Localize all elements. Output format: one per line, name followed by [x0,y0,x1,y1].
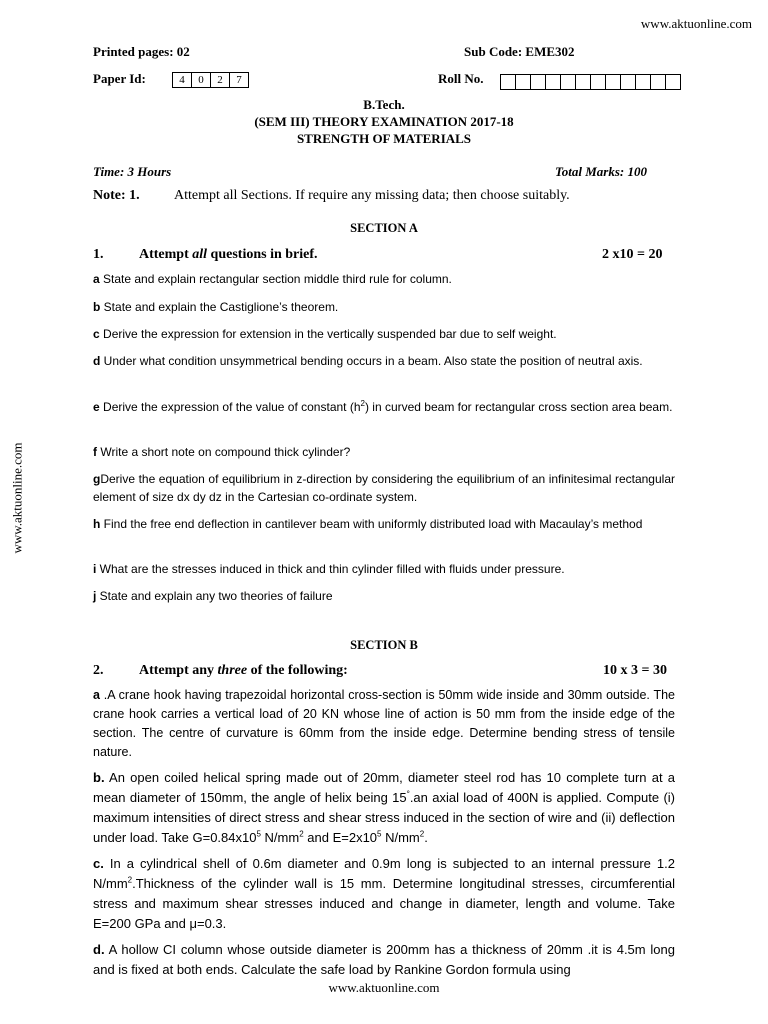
question-item: b State and explain the Castiglione’s theorem. [93,300,339,314]
emphasis: three [217,663,248,678]
question-number: 2. [93,663,104,678]
site-url-side: www.aktuonline.com [9,442,25,554]
roll-no-box [560,74,576,90]
question-marks: 10 x 3 = 30 [603,663,667,678]
note-label: Note: 1. [93,188,140,203]
question-number: 1. [93,247,104,262]
paper-id-label: Paper Id: [93,71,146,86]
question-item: c. In a cylindrical shell of 0.6m diameter and 0.9m long is subjected to an internal pressure 1.2 $N/mm^2.Thickness$ of the cylinder wall is 15 mm. Determine longitudinal stresses, circumferential stress and maximum shear stresses induced and change in diameter, length and volume. Take E=200 GPa and μ=0.3. [93,856,675,931]
roll-no-box [605,74,621,90]
question-instruction: Attempt all questions in brief. [139,247,318,262]
roll-no-box [620,74,636,90]
question-item: h Find the free end deflection in cantilever beam with uniformly distributed load with Macaulay’s method [93,517,643,531]
paper-id-digit: 0 [191,72,211,88]
paper-id-digit: 2 [210,72,230,88]
question-item: c Derive the expression for extension in the vertically suspended bar due to self weight. [93,327,557,341]
question-item: a .A crane hook having trapezoidal horizontal cross-section is 50mm wide inside and 30mm outside. The crane hook carries a vertical load of 20 KN whose line of action is 50 mm from the inside edge of the section. The centre of curvature is 60mm from the inside edge. Determine bending stress of tensile nature. [93,688,675,759]
roll-no-box [635,74,651,90]
roll-no-box [530,74,546,90]
roll-no-box [545,74,561,90]
site-url-bottom: www.aktuonline.com [328,980,440,995]
sub-code: Sub Code: EME302 [464,44,575,59]
printed-pages: Printed pages: 02 [93,44,190,59]
question-item: gDerive the equation of equilibrium in z-direction by considering the equilibrium of an infinitesimal rectangular element of size dx dy dz in the Cartesian co-ordinate system. [93,472,675,504]
note-text: Attempt all Sections. If require any missing data; then choose suitably. [174,188,570,203]
paper-id-digit: 4 [172,72,192,88]
roll-no-box [665,74,681,90]
total-marks: Total Marks: 100 [555,164,647,179]
paper-id-boxes [172,72,248,88]
question-item: b. An open coiled helical spring made out of 20mm, diameter steel rod has 10 complete turn at a mean diameter of 150mm, the angle of helix being 15°.an axial load of 400N is applied. Compute (i) maximum intensities of direct stress and shear stress induced in the section of wire and (ii) deflection under load. Take $G=0.84x10^5$ $N/mm^2$ and $E=2x10^5$ $N/mm^2$. [93,770,675,845]
question-item: d. A hollow CI column whose outside diameter is 200mm has a thickness of 20mm .it is 4.5m long and is fixed at both ends. Calculate the safe load by Rankine Gordon formula using [93,942,675,977]
question-item: e Derive the expression of the value of constant $(h^2)$ in curved beam for rectangular cross section area beam. [93,399,673,414]
roll-no-box [500,74,516,90]
question-marks: 2 x10 = 20 [602,247,663,262]
subject-title: STRENGTH OF MATERIALS [296,131,472,146]
paper-id-digit: 7 [229,72,249,88]
roll-no-box [575,74,591,90]
question-item: a State and explain rectangular section middle third rule for column. [93,272,452,286]
question-item: f Write a short note on compound thick cylinder? [93,445,351,459]
question-item: i What are the stresses induced in thick and thin cylinder filled with fluids under pressure. [93,562,565,576]
roll-no-box [590,74,606,90]
question-item: d Under what condition unsymmetrical bending occurs in a beam. Also state the position of neutral axis. [93,354,643,368]
roll-no-label: Roll No. [438,71,484,86]
exam-title: (SEM III) THEORY EXAMINATION 2017-18 [254,114,514,129]
roll-no-box [650,74,666,90]
section-b-heading: SECTION B [350,638,418,652]
site-url-top: www.aktuonline.com [640,16,752,31]
section-a-heading: SECTION A [350,221,418,235]
exam-time: Time: 3 Hours [93,164,172,179]
roll-no-boxes [500,74,680,90]
question-item: j State and explain any two theories of failure [93,589,333,603]
roll-no-box [515,74,531,90]
question-instruction: Attempt any three of the following: [139,663,348,678]
degree-title: B.Tech. [363,97,405,112]
emphasis: all [192,247,208,262]
